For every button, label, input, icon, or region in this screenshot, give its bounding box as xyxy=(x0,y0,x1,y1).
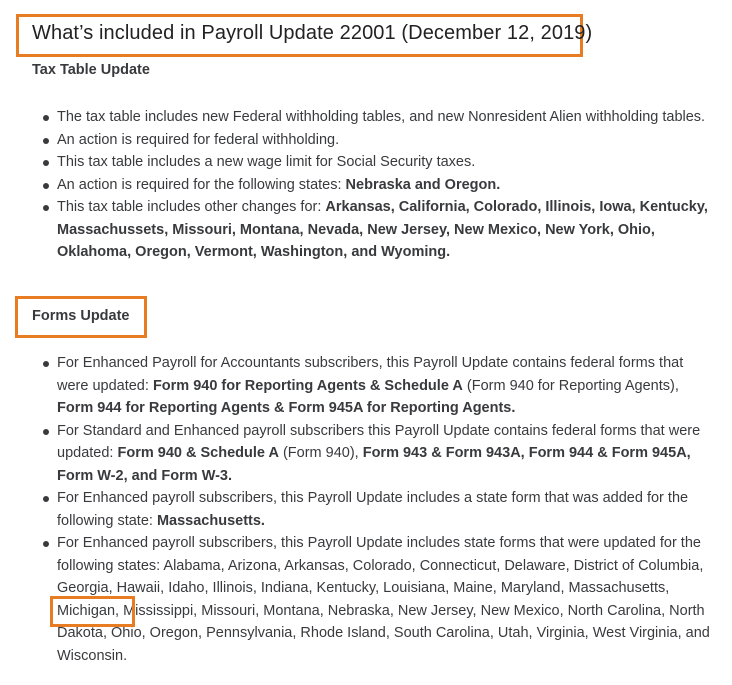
item-bold-text: Form 943 & Form 943A, Form 944 & Form 945A, Form W-2, and Form W-3. xyxy=(57,445,691,484)
item-text: An action is required for federal withholding. xyxy=(57,131,340,148)
item-bold-text: Form 944 for Reporting Agents & Form 945A for Reporting Agents. xyxy=(57,400,516,416)
list-item xyxy=(40,487,712,532)
item-text: Mississippi, Missouri, Montana, Nebraska, New Jersey, New Mexico, North Carolina, North Dakota, Ohio, Oregon, Pennsylvania, Rhode Island, South Carolina, Utah, Virginia, West Virginia, and Wisconsin. xyxy=(57,602,710,664)
item-text: For Standard and Enhanced payroll subscribers this Payroll Update contains federal forms that were updated: xyxy=(57,422,701,461)
item-text: This tax table includes other changes for: xyxy=(57,199,326,215)
item-text: For Enhanced payroll subscribers, this Payroll Update includes a state form that was added for the following state: xyxy=(57,490,689,529)
list-item xyxy=(40,106,712,129)
list-item xyxy=(40,420,712,488)
item-text: This tax table includes a new wage limit for Social Security taxes. xyxy=(57,154,476,170)
list-item xyxy=(40,174,712,197)
item-text: For Enhanced Payroll for Accountants subscribers, this Payroll Update contains federal forms that were updated: xyxy=(57,355,684,394)
tax-table-list xyxy=(40,106,712,264)
item-bold-text: Nebraska and Oregon. xyxy=(345,176,501,193)
list-item xyxy=(40,129,712,152)
item-text: (Form 940 for Reporting Agents), xyxy=(462,377,679,394)
list-item xyxy=(40,352,712,420)
item-text: The tax table includes new Federal withholding tables, and new Nonresident Alien withholding tables. xyxy=(57,109,706,125)
list-item xyxy=(40,151,712,174)
item-bold-text: Massachusetts. xyxy=(156,512,265,529)
forms-update-list xyxy=(40,352,712,667)
item-bold-text: Form 940 for Reporting Agents & Schedule A xyxy=(152,377,463,394)
list-item xyxy=(40,196,712,264)
tax-table-heading: Tax Table Update xyxy=(32,62,150,78)
michigan-text: Michigan, xyxy=(57,602,120,619)
item-bold-text: Form 940 & Schedule A xyxy=(117,445,279,461)
item-text: (Form 940), xyxy=(278,445,363,461)
item-bold-text: Arkansas, California, Colorado, Illinois, Iowa, Kentucky, Massachussets, Missouri, Montana, Nevada, New Jersey, New Mexico, New York, Ohio, Oklahoma, Oregon, Vermont, Washington, and Wyoming. xyxy=(57,199,708,260)
list-item xyxy=(40,532,712,667)
item-text: An action is required for the following states: xyxy=(57,176,346,193)
page-title: What’s included in Payroll Update 22001 (December 12, 2019) xyxy=(32,22,593,44)
forms-update-heading: Forms Update xyxy=(32,308,130,324)
michigan-highlight xyxy=(57,600,119,623)
item-text: For Enhanced payroll subscribers, this Payroll Update includes state forms that were updated for the following states: Alabama, Arizona, Arkansas, Colorado, Connecticut, Delaware, District of Columbia, Georgia, Hawaii, Idaho, Illinois, Indiana, Kentucky, Louisiana, Maine, Maryland, Massachusetts, xyxy=(57,535,704,596)
